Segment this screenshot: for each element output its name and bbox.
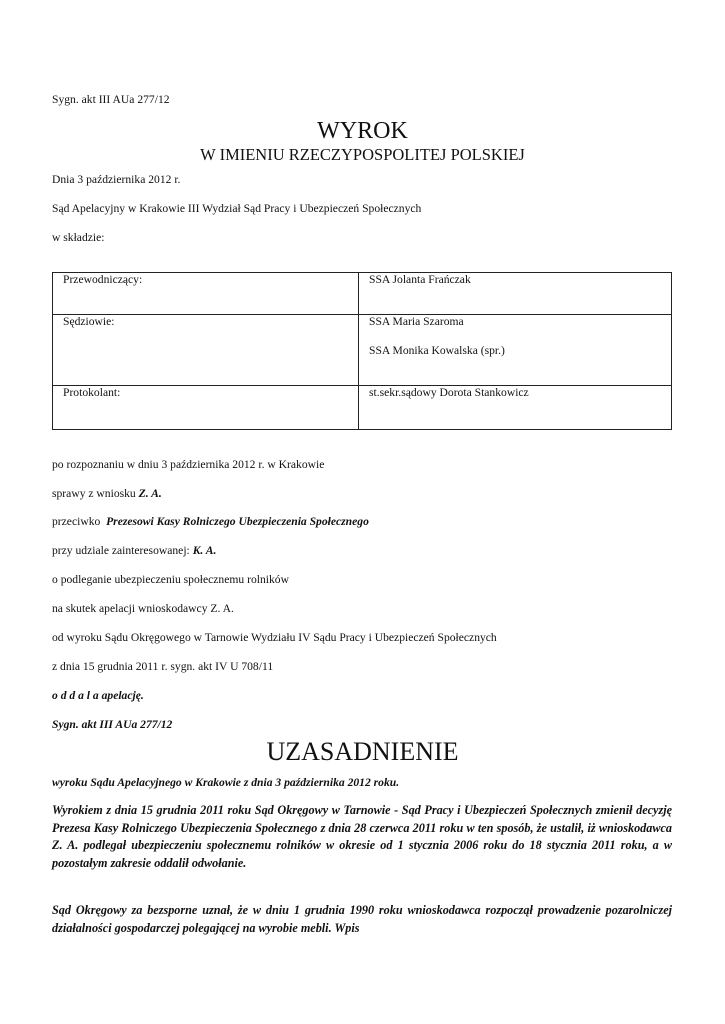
defendant-name: Prezesowi Kasy Rolniczego Ubezpieczenia Społecznego	[106, 515, 369, 528]
chair-label: Przewodniczący:	[53, 273, 359, 315]
applicant-line	[52, 487, 162, 501]
case-number: Sygn. akt III AUa 277/12	[52, 93, 170, 106]
defendant-prefix: przeciwko	[52, 515, 101, 528]
participant-prefix: przy udziale zainteresowanej:	[52, 544, 190, 557]
justification-paragraph-2: Sąd Okręgowy za bezsporne uznał, że w dniu 1 grudnia 1990 roku wnioskodawca rozpoczął prowadzenie pozarolniczej działalności gospodarczej polegającej na wyrobie mebli. Wpis	[52, 903, 672, 935]
participant-name: K. A.	[192, 544, 217, 557]
judges-label: Sędziowie:	[53, 315, 359, 386]
table-row	[53, 386, 672, 430]
case-number-2: Sygn. akt III AUa 277/12	[52, 718, 173, 731]
composition-label: w składzie:	[52, 231, 105, 244]
table-row	[53, 315, 672, 386]
verdict: o d d a l a apelację.	[52, 689, 144, 702]
defendant-line	[52, 515, 369, 529]
justification-subtitle: wyroku Sądu Apelacyjnego w Krakowie z dnia 3 października 2012 roku.	[52, 776, 400, 789]
appeal-line: na skutek apelacji wnioskodawcy Z. A.	[52, 602, 234, 615]
document-subtitle: W IMIENIU RZECZYPOSPOLITEJ POLSKIEJ	[200, 145, 525, 164]
hearing-line: po rozpoznaniu w dniu 3 października 2012 r. w Krakowie	[52, 458, 325, 471]
applicant-name: Z. A.	[138, 487, 162, 500]
judge-2: SSA Monika Kowalska (spr.)	[369, 344, 505, 357]
judges-value	[359, 315, 672, 386]
document-title: WYROK	[317, 118, 408, 144]
justification-title: UZASADNIENIE	[266, 737, 459, 766]
participant-line	[52, 544, 216, 558]
subject-line: o podleganie ubezpieczeniu społecznemu rolników	[52, 573, 289, 586]
applicant-prefix: sprawy z wniosku	[52, 487, 136, 500]
clerk-label: Protokolant:	[53, 386, 359, 430]
justification-paragraph-1: Wyrokiem z dnia 15 grudnia 2011 roku Sąd Okręgowy w Tarnowie - Sąd Pracy i Ubezpieczeń Społecznych zmienił decyzję Prezesa Kasy Rolniczego Ubezpieczenia Społecznego z dnia 28 czerwca 2011 roku w ten sposób, że ustalił, iż wnioskodawca Z. A. podlegał ubezpieczeniu społecznemu rolników w okresie od 1 stycznia 2006 roku do 18 stycznia 2011 roku, a w pozostałym zakresie oddalił odwołanie.	[52, 803, 672, 870]
judgment-date-line: z dnia 15 grudnia 2011 r. sygn. akt IV U 708/11	[52, 660, 274, 673]
clerk-value: st.sekr.sądowy Dorota Stankowicz	[359, 386, 672, 430]
judge-1: SSA Maria Szaroma	[369, 315, 464, 328]
court-name: Sąd Apelacyjny w Krakowie III Wydział Sąd Pracy i Ubezpieczeń Społecznych	[52, 202, 422, 215]
table-row	[53, 273, 672, 315]
judgment-date: Dnia 3 października 2012 r.	[52, 173, 181, 186]
from-judgment-line: od wyroku Sądu Okręgowego w Tarnowie Wydziału IV Sądu Pracy i Ubezpieczeń Społecznych	[52, 631, 497, 644]
court-panel-table	[52, 272, 672, 430]
chair-value: SSA Jolanta Frańczak	[359, 273, 672, 315]
